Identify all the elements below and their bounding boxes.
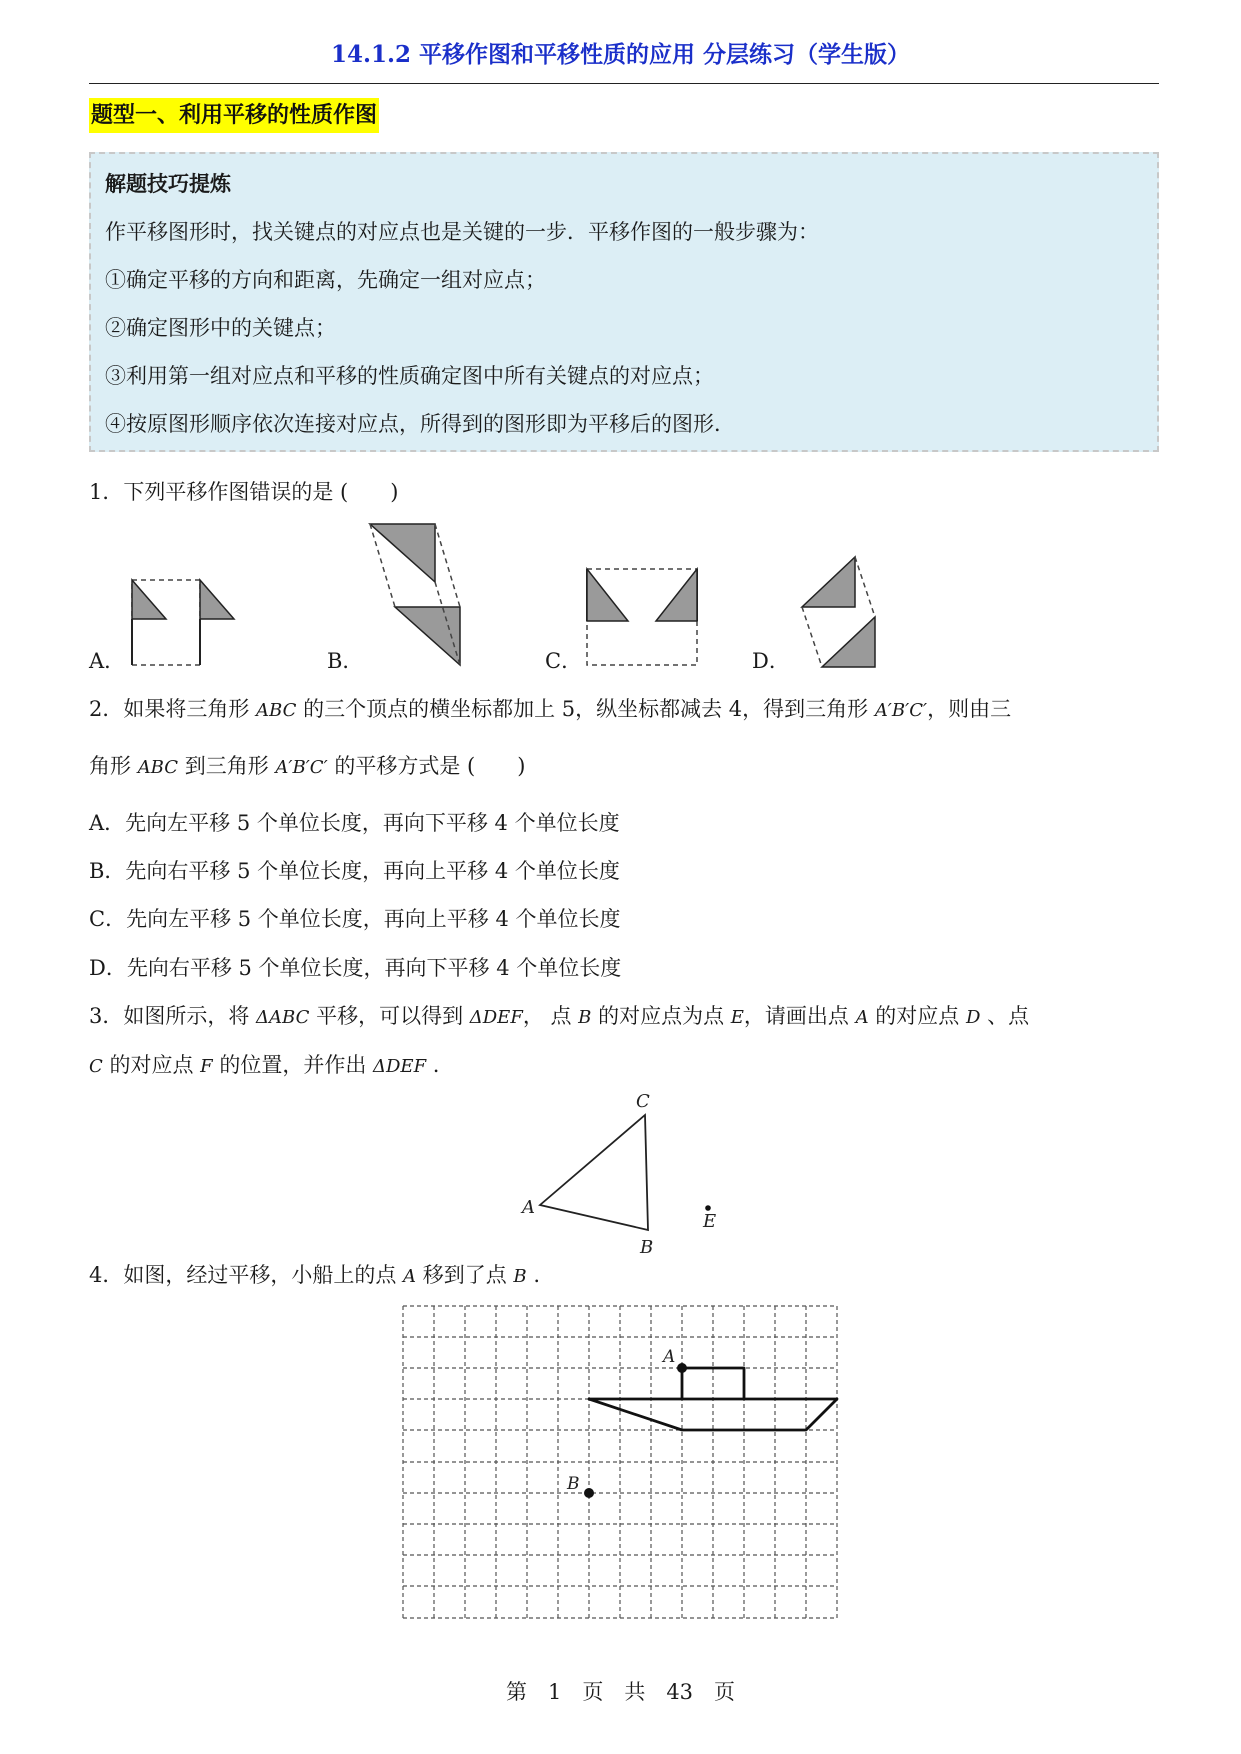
tips-box <box>89 152 1159 452</box>
q3-label-b: B <box>640 1237 654 1258</box>
q1-option-c: C． <box>545 649 583 673</box>
q4-label-a: A <box>663 1347 676 1367</box>
q2-option-b: B．先向右平移 5 个单位长度，再向上平移 4 个单位长度 <box>89 859 620 883</box>
q2-option-a: A．先向左平移 5 个单位长度，再向下平移 4 个单位长度 <box>89 811 620 835</box>
tips-title: 解题技巧提炼 <box>105 171 231 196</box>
q1-option-d: D． <box>752 649 790 673</box>
q4-grid <box>403 1306 837 1618</box>
q3-label-e: E <box>703 1211 717 1232</box>
q3-triangle-figure <box>510 1085 730 1265</box>
q4-point-a <box>677 1363 687 1373</box>
q4-stem: 4．如图，经过平移，小船上的点 A 移到了点 B . <box>89 1263 540 1287</box>
q3-stem-line1: 3．如图所示，将 ΔABC 平移，可以得到 ΔDEF， 点 B 的对应点为点 E，请画出点 A 的对应点 D 、点 <box>89 1004 1030 1028</box>
tips-line: ③利用第一组对应点和平移的性质确定图中所有关键点的对应点； <box>105 364 714 388</box>
q4-point-b <box>584 1488 594 1498</box>
q2-option-d: D．先向右平移 5 个单位长度，再向下平移 4 个单位长度 <box>89 956 622 980</box>
q1-figure-c <box>583 565 703 670</box>
page-footer: 第 1 页 共 43 页 <box>505 1680 736 1704</box>
q1-figure-b <box>365 522 475 670</box>
q2-option-c: C．先向左平移 5 个单位长度，再向上平移 4 个单位长度 <box>89 907 621 931</box>
tips-line: ①确定平移的方向和距离，先确定一组对应点； <box>105 268 546 292</box>
q3-stem-line2: C 的对应点 F 的位置，并作出 ΔDEF . <box>89 1053 440 1077</box>
q3-label-a: A <box>522 1197 535 1218</box>
q1-option-b: B． <box>327 649 364 673</box>
q4-label-b: B <box>567 1474 580 1494</box>
q1-figure-d <box>795 555 895 673</box>
page-title: 14.1.2 平移作图和平移性质的应用 分层练习（学生版） <box>330 41 911 68</box>
q1-option-a: A． <box>89 649 126 673</box>
q1-stem: 1．下列平移作图错误的是 ( ) <box>89 480 399 504</box>
tips-line: ④按原图形顺序依次连接对应点，所得到的图形即为平移后的图形． <box>105 412 735 436</box>
section-heading: 题型一、利用平移的性质作图 <box>89 98 379 133</box>
header-rule <box>89 83 1159 84</box>
q4-grid-figure <box>401 1304 841 1622</box>
q2-stem-line2: 角形 ABC 到三角形 A′B′C′ 的平移方式是 ( ) <box>89 754 526 778</box>
q3-label-c: C <box>636 1091 650 1112</box>
q2-stem-line1: 2．如果将三角形 ABC 的三个顶点的横坐标都加上 5，纵坐标都减去 4，得到三角形 A′B′C′，则由三 <box>89 697 1012 721</box>
tips-line: 作平移图形时，找关键点的对应点也是关键的一步．平移作图的一般步骤为： <box>105 220 819 244</box>
tips-line: ②确定图形中的关键点； <box>105 316 336 340</box>
q1-figure-a <box>130 575 240 670</box>
